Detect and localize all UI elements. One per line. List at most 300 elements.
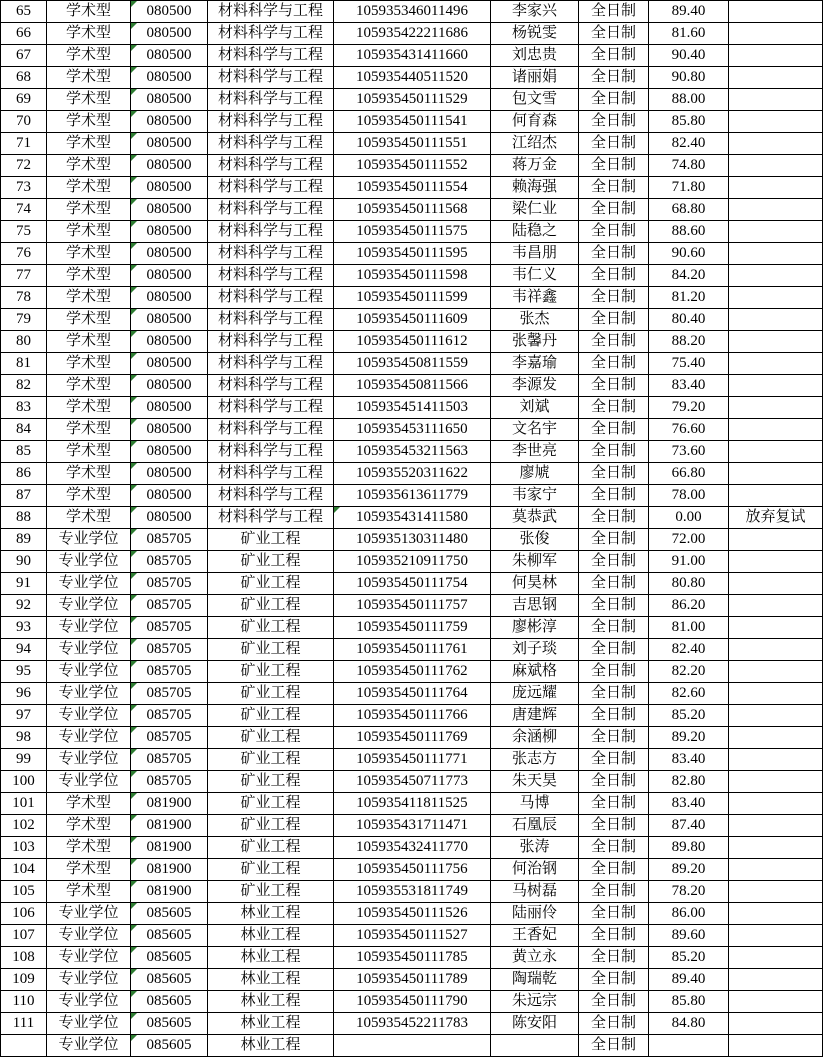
degree-type-cell[interactable]: 学术型 xyxy=(47,397,131,419)
degree-type-cell[interactable]: 专业学位 xyxy=(47,991,131,1013)
score-cell[interactable]: 89.20 xyxy=(649,727,729,749)
row-number-cell[interactable]: 80 xyxy=(1,331,47,353)
study-mode-cell[interactable]: 全日制 xyxy=(579,45,649,67)
row-number-cell[interactable]: 65 xyxy=(1,1,47,23)
study-mode-cell[interactable]: 全日制 xyxy=(579,815,649,837)
major-name-cell[interactable]: 材料科学与工程 xyxy=(208,507,334,529)
candidate-name-cell[interactable]: 李嘉瑜 xyxy=(491,353,579,375)
row-number-cell[interactable]: 85 xyxy=(1,441,47,463)
study-mode-cell[interactable]: 全日制 xyxy=(579,177,649,199)
study-mode-cell[interactable]: 全日制 xyxy=(579,397,649,419)
major-code-cell[interactable]: 085705 xyxy=(131,529,208,551)
row-number-cell[interactable]: 70 xyxy=(1,111,47,133)
major-code-cell[interactable]: 085605 xyxy=(131,1035,208,1057)
candidate-name-cell[interactable] xyxy=(491,1035,579,1057)
candidate-name-cell[interactable]: 陆稳之 xyxy=(491,221,579,243)
candidate-name-cell[interactable]: 杨锐雯 xyxy=(491,23,579,45)
degree-type-cell[interactable]: 专业学位 xyxy=(47,727,131,749)
study-mode-cell[interactable]: 全日制 xyxy=(579,749,649,771)
major-name-cell[interactable]: 林业工程 xyxy=(208,925,334,947)
remark-cell[interactable] xyxy=(729,573,823,595)
row-number-cell[interactable]: 78 xyxy=(1,287,47,309)
degree-type-cell[interactable]: 专业学位 xyxy=(47,771,131,793)
major-name-cell[interactable]: 材料科学与工程 xyxy=(208,331,334,353)
study-mode-cell[interactable]: 全日制 xyxy=(579,419,649,441)
remark-cell[interactable] xyxy=(729,793,823,815)
degree-type-cell[interactable]: 学术型 xyxy=(47,23,131,45)
major-code-cell[interactable]: 085705 xyxy=(131,705,208,727)
score-cell[interactable]: 72.00 xyxy=(649,529,729,551)
major-code-cell[interactable]: 080500 xyxy=(131,507,208,529)
remark-cell[interactable] xyxy=(729,397,823,419)
major-code-cell[interactable]: 085705 xyxy=(131,573,208,595)
row-number-cell[interactable]: 83 xyxy=(1,397,47,419)
row-number-cell[interactable]: 97 xyxy=(1,705,47,727)
candidate-name-cell[interactable]: 刘斌 xyxy=(491,397,579,419)
candidate-id-cell[interactable]: 105935411811525 xyxy=(334,793,491,815)
row-number-cell[interactable]: 107 xyxy=(1,925,47,947)
major-name-cell[interactable]: 材料科学与工程 xyxy=(208,485,334,507)
major-name-cell[interactable]: 矿业工程 xyxy=(208,771,334,793)
study-mode-cell[interactable]: 全日制 xyxy=(579,221,649,243)
score-cell[interactable]: 90.60 xyxy=(649,243,729,265)
degree-type-cell[interactable]: 学术型 xyxy=(47,111,131,133)
study-mode-cell[interactable]: 全日制 xyxy=(579,617,649,639)
remark-cell[interactable] xyxy=(729,155,823,177)
study-mode-cell[interactable]: 全日制 xyxy=(579,925,649,947)
candidate-id-cell[interactable]: 105935450111756 xyxy=(334,859,491,881)
major-name-cell[interactable]: 材料科学与工程 xyxy=(208,419,334,441)
candidate-id-cell[interactable]: 105935130311480 xyxy=(334,529,491,551)
degree-type-cell[interactable]: 专业学位 xyxy=(47,617,131,639)
score-cell[interactable]: 83.40 xyxy=(649,749,729,771)
row-number-cell[interactable]: 67 xyxy=(1,45,47,67)
score-cell[interactable]: 76.60 xyxy=(649,419,729,441)
score-cell[interactable]: 79.20 xyxy=(649,397,729,419)
candidate-id-cell[interactable]: 105935452211783 xyxy=(334,1013,491,1035)
candidate-id-cell[interactable]: 105935450111754 xyxy=(334,573,491,595)
row-number-cell[interactable]: 87 xyxy=(1,485,47,507)
candidate-id-cell[interactable]: 105935450111762 xyxy=(334,661,491,683)
study-mode-cell[interactable]: 全日制 xyxy=(579,463,649,485)
remark-cell[interactable] xyxy=(729,969,823,991)
major-code-cell[interactable]: 080500 xyxy=(131,45,208,67)
score-cell[interactable] xyxy=(649,1035,729,1057)
candidate-name-cell[interactable]: 文名宇 xyxy=(491,419,579,441)
row-number-cell[interactable]: 110 xyxy=(1,991,47,1013)
remark-cell[interactable] xyxy=(729,331,823,353)
candidate-id-cell[interactable]: 105935431411580 xyxy=(334,507,491,529)
major-code-cell[interactable]: 081900 xyxy=(131,837,208,859)
candidate-name-cell[interactable]: 何育森 xyxy=(491,111,579,133)
row-number-cell[interactable]: 98 xyxy=(1,727,47,749)
degree-type-cell[interactable]: 学术型 xyxy=(47,331,131,353)
candidate-name-cell[interactable]: 张杰 xyxy=(491,309,579,331)
candidate-id-cell[interactable]: 105935431411660 xyxy=(334,45,491,67)
score-cell[interactable]: 88.00 xyxy=(649,89,729,111)
major-code-cell[interactable]: 080500 xyxy=(131,155,208,177)
study-mode-cell[interactable]: 全日制 xyxy=(579,991,649,1013)
major-code-cell[interactable]: 085705 xyxy=(131,617,208,639)
major-code-cell[interactable]: 085705 xyxy=(131,727,208,749)
major-name-cell[interactable]: 矿业工程 xyxy=(208,793,334,815)
candidate-id-cell[interactable]: 105935431711471 xyxy=(334,815,491,837)
candidate-name-cell[interactable]: 陆丽伶 xyxy=(491,903,579,925)
score-cell[interactable]: 66.80 xyxy=(649,463,729,485)
remark-cell[interactable] xyxy=(729,287,823,309)
degree-type-cell[interactable]: 专业学位 xyxy=(47,969,131,991)
score-cell[interactable]: 84.80 xyxy=(649,1013,729,1035)
degree-type-cell[interactable]: 学术型 xyxy=(47,45,131,67)
degree-type-cell[interactable]: 学术型 xyxy=(47,1,131,23)
remark-cell[interactable] xyxy=(729,441,823,463)
candidate-id-cell[interactable]: 105935450111771 xyxy=(334,749,491,771)
candidate-id-cell[interactable]: 105935432411770 xyxy=(334,837,491,859)
major-name-cell[interactable]: 材料科学与工程 xyxy=(208,89,334,111)
candidate-id-cell[interactable]: 105935520311622 xyxy=(334,463,491,485)
candidate-id-cell[interactable]: 105935450111757 xyxy=(334,595,491,617)
major-code-cell[interactable]: 081900 xyxy=(131,815,208,837)
major-name-cell[interactable]: 材料科学与工程 xyxy=(208,243,334,265)
degree-type-cell[interactable]: 学术型 xyxy=(47,441,131,463)
study-mode-cell[interactable]: 全日制 xyxy=(579,903,649,925)
candidate-name-cell[interactable]: 石凰辰 xyxy=(491,815,579,837)
candidate-name-cell[interactable]: 张馨丹 xyxy=(491,331,579,353)
candidate-id-cell[interactable]: 105935450111595 xyxy=(334,243,491,265)
candidate-name-cell[interactable]: 李世亮 xyxy=(491,441,579,463)
study-mode-cell[interactable]: 全日制 xyxy=(579,595,649,617)
remark-cell[interactable] xyxy=(729,23,823,45)
degree-type-cell[interactable]: 专业学位 xyxy=(47,661,131,683)
major-name-cell[interactable]: 材料科学与工程 xyxy=(208,265,334,287)
candidate-id-cell[interactable]: 105935422211686 xyxy=(334,23,491,45)
score-cell[interactable]: 80.40 xyxy=(649,309,729,331)
study-mode-cell[interactable]: 全日制 xyxy=(579,441,649,463)
major-name-cell[interactable]: 材料科学与工程 xyxy=(208,45,334,67)
study-mode-cell[interactable]: 全日制 xyxy=(579,793,649,815)
major-code-cell[interactable]: 080500 xyxy=(131,397,208,419)
major-name-cell[interactable]: 林业工程 xyxy=(208,969,334,991)
score-cell[interactable]: 89.40 xyxy=(649,1,729,23)
row-number-cell[interactable]: 75 xyxy=(1,221,47,243)
degree-type-cell[interactable]: 学术型 xyxy=(47,309,131,331)
major-name-cell[interactable]: 矿业工程 xyxy=(208,639,334,661)
study-mode-cell[interactable]: 全日制 xyxy=(579,551,649,573)
major-name-cell[interactable]: 矿业工程 xyxy=(208,727,334,749)
degree-type-cell[interactable]: 学术型 xyxy=(47,89,131,111)
candidate-id-cell[interactable]: 105935450111764 xyxy=(334,683,491,705)
score-cell[interactable]: 81.60 xyxy=(649,23,729,45)
remark-cell[interactable] xyxy=(729,67,823,89)
score-cell[interactable]: 75.40 xyxy=(649,353,729,375)
major-name-cell[interactable]: 材料科学与工程 xyxy=(208,353,334,375)
remark-cell[interactable] xyxy=(729,727,823,749)
major-code-cell[interactable]: 080500 xyxy=(131,441,208,463)
score-cell[interactable]: 83.40 xyxy=(649,375,729,397)
candidate-name-cell[interactable]: 余涵柳 xyxy=(491,727,579,749)
candidate-id-cell[interactable]: 105935451411503 xyxy=(334,397,491,419)
major-code-cell[interactable]: 085605 xyxy=(131,903,208,925)
major-code-cell[interactable]: 080500 xyxy=(131,1,208,23)
degree-type-cell[interactable]: 学术型 xyxy=(47,793,131,815)
major-code-cell[interactable]: 085605 xyxy=(131,947,208,969)
degree-type-cell[interactable]: 学术型 xyxy=(47,177,131,199)
candidate-name-cell[interactable]: 包文雪 xyxy=(491,89,579,111)
remark-cell[interactable] xyxy=(729,881,823,903)
score-cell[interactable]: 85.80 xyxy=(649,991,729,1013)
major-code-cell[interactable]: 080500 xyxy=(131,23,208,45)
row-number-cell[interactable]: 92 xyxy=(1,595,47,617)
remark-cell[interactable] xyxy=(729,111,823,133)
candidate-name-cell[interactable]: 诸丽娟 xyxy=(491,67,579,89)
major-name-cell[interactable]: 矿业工程 xyxy=(208,837,334,859)
study-mode-cell[interactable]: 全日制 xyxy=(579,23,649,45)
score-cell[interactable]: 89.40 xyxy=(649,969,729,991)
major-code-cell[interactable]: 080500 xyxy=(131,199,208,221)
candidate-name-cell[interactable]: 何治钢 xyxy=(491,859,579,881)
study-mode-cell[interactable]: 全日制 xyxy=(579,1,649,23)
study-mode-cell[interactable]: 全日制 xyxy=(579,67,649,89)
remark-cell[interactable] xyxy=(729,859,823,881)
major-name-cell[interactable]: 材料科学与工程 xyxy=(208,23,334,45)
candidate-name-cell[interactable]: 马博 xyxy=(491,793,579,815)
major-name-cell[interactable]: 材料科学与工程 xyxy=(208,309,334,331)
remark-cell[interactable] xyxy=(729,617,823,639)
degree-type-cell[interactable]: 专业学位 xyxy=(47,595,131,617)
degree-type-cell[interactable]: 学术型 xyxy=(47,221,131,243)
row-number-cell[interactable]: 99 xyxy=(1,749,47,771)
row-number-cell[interactable]: 90 xyxy=(1,551,47,573)
remark-cell[interactable] xyxy=(729,683,823,705)
score-cell[interactable]: 74.80 xyxy=(649,155,729,177)
remark-cell[interactable]: 放弃复试 xyxy=(729,507,823,529)
major-code-cell[interactable]: 085705 xyxy=(131,771,208,793)
candidate-id-cell[interactable]: 105935450111609 xyxy=(334,309,491,331)
candidate-name-cell[interactable]: 廖虓 xyxy=(491,463,579,485)
degree-type-cell[interactable]: 学术型 xyxy=(47,265,131,287)
candidate-id-cell[interactable]: 105935450111766 xyxy=(334,705,491,727)
row-number-cell[interactable]: 68 xyxy=(1,67,47,89)
row-number-cell[interactable]: 77 xyxy=(1,265,47,287)
major-name-cell[interactable]: 材料科学与工程 xyxy=(208,287,334,309)
study-mode-cell[interactable]: 全日制 xyxy=(579,727,649,749)
major-code-cell[interactable]: 085605 xyxy=(131,991,208,1013)
row-number-cell[interactable]: 72 xyxy=(1,155,47,177)
candidate-id-cell[interactable]: 105935450111790 xyxy=(334,991,491,1013)
remark-cell[interactable] xyxy=(729,265,823,287)
candidate-name-cell[interactable]: 梁仁业 xyxy=(491,199,579,221)
study-mode-cell[interactable]: 全日制 xyxy=(579,529,649,551)
row-number-cell[interactable]: 105 xyxy=(1,881,47,903)
score-cell[interactable]: 84.20 xyxy=(649,265,729,287)
degree-type-cell[interactable]: 学术型 xyxy=(47,881,131,903)
major-code-cell[interactable]: 080500 xyxy=(131,111,208,133)
major-name-cell[interactable]: 矿业工程 xyxy=(208,705,334,727)
major-code-cell[interactable]: 085705 xyxy=(131,551,208,573)
major-code-cell[interactable]: 085705 xyxy=(131,683,208,705)
degree-type-cell[interactable]: 学术型 xyxy=(47,67,131,89)
major-name-cell[interactable]: 矿业工程 xyxy=(208,661,334,683)
score-cell[interactable]: 88.20 xyxy=(649,331,729,353)
remark-cell[interactable] xyxy=(729,309,823,331)
row-number-cell[interactable]: 84 xyxy=(1,419,47,441)
study-mode-cell[interactable]: 全日制 xyxy=(579,155,649,177)
study-mode-cell[interactable]: 全日制 xyxy=(579,639,649,661)
remark-cell[interactable] xyxy=(729,991,823,1013)
major-name-cell[interactable]: 材料科学与工程 xyxy=(208,1,334,23)
row-number-cell[interactable]: 69 xyxy=(1,89,47,111)
candidate-id-cell[interactable]: 105935453211563 xyxy=(334,441,491,463)
row-number-cell[interactable]: 76 xyxy=(1,243,47,265)
major-name-cell[interactable]: 矿业工程 xyxy=(208,595,334,617)
candidate-id-cell[interactable]: 105935531811749 xyxy=(334,881,491,903)
major-name-cell[interactable]: 林业工程 xyxy=(208,991,334,1013)
remark-cell[interactable] xyxy=(729,749,823,771)
row-number-cell[interactable]: 101 xyxy=(1,793,47,815)
row-number-cell[interactable]: 95 xyxy=(1,661,47,683)
candidate-id-cell[interactable]: 105935453111650 xyxy=(334,419,491,441)
major-name-cell[interactable]: 矿业工程 xyxy=(208,617,334,639)
major-name-cell[interactable]: 材料科学与工程 xyxy=(208,67,334,89)
degree-type-cell[interactable]: 专业学位 xyxy=(47,683,131,705)
study-mode-cell[interactable]: 全日制 xyxy=(579,573,649,595)
major-name-cell[interactable]: 材料科学与工程 xyxy=(208,155,334,177)
major-name-cell[interactable]: 材料科学与工程 xyxy=(208,221,334,243)
candidate-id-cell[interactable]: 105935450811559 xyxy=(334,353,491,375)
major-code-cell[interactable]: 080500 xyxy=(131,419,208,441)
degree-type-cell[interactable]: 专业学位 xyxy=(47,925,131,947)
remark-cell[interactable] xyxy=(729,133,823,155)
remark-cell[interactable] xyxy=(729,177,823,199)
major-name-cell[interactable]: 材料科学与工程 xyxy=(208,463,334,485)
remark-cell[interactable] xyxy=(729,1013,823,1035)
degree-type-cell[interactable]: 学术型 xyxy=(47,419,131,441)
remark-cell[interactable] xyxy=(729,375,823,397)
study-mode-cell[interactable]: 全日制 xyxy=(579,353,649,375)
remark-cell[interactable] xyxy=(729,903,823,925)
study-mode-cell[interactable]: 全日制 xyxy=(579,1035,649,1057)
degree-type-cell[interactable]: 专业学位 xyxy=(47,551,131,573)
row-number-cell[interactable]: 102 xyxy=(1,815,47,837)
major-code-cell[interactable]: 085705 xyxy=(131,749,208,771)
major-name-cell[interactable]: 矿业工程 xyxy=(208,881,334,903)
candidate-id-cell[interactable]: 105935450111568 xyxy=(334,199,491,221)
candidate-name-cell[interactable]: 朱远宗 xyxy=(491,991,579,1013)
major-name-cell[interactable]: 林业工程 xyxy=(208,903,334,925)
major-code-cell[interactable]: 081900 xyxy=(131,881,208,903)
major-code-cell[interactable]: 080500 xyxy=(131,375,208,397)
degree-type-cell[interactable]: 专业学位 xyxy=(47,903,131,925)
row-number-cell[interactable]: 94 xyxy=(1,639,47,661)
row-number-cell[interactable]: 108 xyxy=(1,947,47,969)
candidate-name-cell[interactable]: 韦仁义 xyxy=(491,265,579,287)
study-mode-cell[interactable]: 全日制 xyxy=(579,309,649,331)
candidate-name-cell[interactable]: 陶瑞乾 xyxy=(491,969,579,991)
study-mode-cell[interactable]: 全日制 xyxy=(579,837,649,859)
major-code-cell[interactable]: 085705 xyxy=(131,595,208,617)
score-cell[interactable]: 91.00 xyxy=(649,551,729,573)
score-cell[interactable]: 81.00 xyxy=(649,617,729,639)
remark-cell[interactable] xyxy=(729,947,823,969)
major-name-cell[interactable]: 矿业工程 xyxy=(208,683,334,705)
candidate-name-cell[interactable]: 朱天昊 xyxy=(491,771,579,793)
major-code-cell[interactable]: 081900 xyxy=(131,859,208,881)
candidate-id-cell[interactable]: 105935210911750 xyxy=(334,551,491,573)
score-cell[interactable]: 89.20 xyxy=(649,859,729,881)
study-mode-cell[interactable]: 全日制 xyxy=(579,265,649,287)
score-cell[interactable]: 68.80 xyxy=(649,199,729,221)
major-name-cell[interactable]: 材料科学与工程 xyxy=(208,133,334,155)
candidate-name-cell[interactable]: 朱柳军 xyxy=(491,551,579,573)
major-code-cell[interactable]: 080500 xyxy=(131,485,208,507)
degree-type-cell[interactable]: 学术型 xyxy=(47,837,131,859)
candidate-name-cell[interactable]: 马树磊 xyxy=(491,881,579,903)
remark-cell[interactable] xyxy=(729,1035,823,1057)
degree-type-cell[interactable]: 专业学位 xyxy=(47,573,131,595)
row-number-cell[interactable]: 106 xyxy=(1,903,47,925)
score-cell[interactable]: 82.20 xyxy=(649,661,729,683)
major-code-cell[interactable]: 085605 xyxy=(131,925,208,947)
row-number-cell[interactable]: 74 xyxy=(1,199,47,221)
study-mode-cell[interactable]: 全日制 xyxy=(579,947,649,969)
study-mode-cell[interactable]: 全日制 xyxy=(579,375,649,397)
degree-type-cell[interactable]: 学术型 xyxy=(47,133,131,155)
row-number-cell[interactable]: 88 xyxy=(1,507,47,529)
row-number-cell[interactable]: 91 xyxy=(1,573,47,595)
candidate-id-cell[interactable]: 105935450111552 xyxy=(334,155,491,177)
study-mode-cell[interactable]: 全日制 xyxy=(579,133,649,155)
major-name-cell[interactable]: 矿业工程 xyxy=(208,551,334,573)
row-number-cell[interactable] xyxy=(1,1035,47,1057)
study-mode-cell[interactable]: 全日制 xyxy=(579,331,649,353)
row-number-cell[interactable]: 103 xyxy=(1,837,47,859)
score-cell[interactable]: 83.40 xyxy=(649,793,729,815)
candidate-name-cell[interactable]: 赖海强 xyxy=(491,177,579,199)
candidate-name-cell[interactable]: 蒋万金 xyxy=(491,155,579,177)
major-name-cell[interactable]: 矿业工程 xyxy=(208,815,334,837)
remark-cell[interactable] xyxy=(729,529,823,551)
degree-type-cell[interactable]: 专业学位 xyxy=(47,947,131,969)
candidate-id-cell[interactable]: 105935450111759 xyxy=(334,617,491,639)
study-mode-cell[interactable]: 全日制 xyxy=(579,287,649,309)
score-cell[interactable]: 82.60 xyxy=(649,683,729,705)
degree-type-cell[interactable]: 学术型 xyxy=(47,287,131,309)
candidate-id-cell[interactable]: 105935450111551 xyxy=(334,133,491,155)
candidate-id-cell[interactable]: 105935450111761 xyxy=(334,639,491,661)
degree-type-cell[interactable]: 专业学位 xyxy=(47,749,131,771)
major-code-cell[interactable]: 080500 xyxy=(131,353,208,375)
degree-type-cell[interactable]: 学术型 xyxy=(47,815,131,837)
remark-cell[interactable] xyxy=(729,595,823,617)
row-number-cell[interactable]: 71 xyxy=(1,133,47,155)
score-cell[interactable]: 86.00 xyxy=(649,903,729,925)
candidate-name-cell[interactable]: 刘忠贵 xyxy=(491,45,579,67)
score-cell[interactable]: 88.60 xyxy=(649,221,729,243)
score-cell[interactable]: 86.20 xyxy=(649,595,729,617)
major-code-cell[interactable]: 085605 xyxy=(131,1013,208,1035)
remark-cell[interactable] xyxy=(729,1,823,23)
degree-type-cell[interactable]: 专业学位 xyxy=(47,529,131,551)
row-number-cell[interactable]: 82 xyxy=(1,375,47,397)
candidate-name-cell[interactable]: 李家兴 xyxy=(491,1,579,23)
major-code-cell[interactable]: 080500 xyxy=(131,287,208,309)
study-mode-cell[interactable]: 全日制 xyxy=(579,683,649,705)
score-cell[interactable]: 89.80 xyxy=(649,837,729,859)
score-cell[interactable]: 73.60 xyxy=(649,441,729,463)
major-name-cell[interactable]: 林业工程 xyxy=(208,1013,334,1035)
major-name-cell[interactable]: 材料科学与工程 xyxy=(208,441,334,463)
candidate-id-cell[interactable]: 105935450111769 xyxy=(334,727,491,749)
